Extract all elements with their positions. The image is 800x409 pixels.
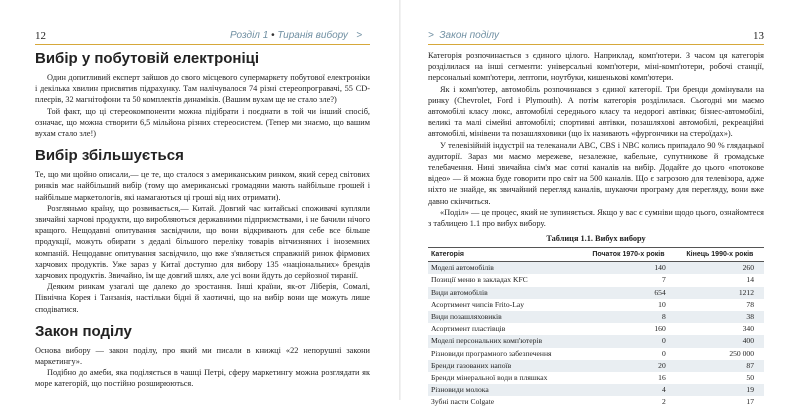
table-cell-value: 78 — [746, 299, 754, 309]
table-cell-category: Асортимент пластівців — [431, 324, 506, 334]
table-cell-category: Види позашляховиків — [428, 311, 581, 323]
running-head — [230, 28, 362, 44]
column-header: Кінець 1990-х років — [676, 248, 764, 262]
table-header-row — [428, 248, 764, 262]
paragraph: Один допитливий експерт зайшов до свого місцевого супермаркету побутової електроніки і декілька хвилин присвятив підрахунку. Там налічувалося 74 різні стереопрогравачі, 55 CD-плеєрів, 32 магнітофони та 50 комплектів динаміків. (Вашим вухам ще не стало зле?) — [35, 73, 370, 105]
paragraph: Розгляньмо країну, що розвивається,— Китай. Довгий час китайські споживачі купляли звичайні харчові продукти, що виробляються державними підприємствами, і не бачили нічого кращого. Нещодавні опитування засвідчили, що вони відкривають для себе все більше продукції, можуть обирати з дедалі більшого переліку товарів вітчизняних і іноземних компаній. Нещодавнє опитування засвідчило, що вже з'являється справжній ринок фірмових харчових продуктів. Уже зараз у Китаї доступно для вибору 135 «національних» брендів харчових продуктів. Звичайно, їм ще довгий шлях, але усі вони йдуть до серйозної тиранії. — [35, 203, 370, 281]
table-cell-value: 400 — [676, 335, 764, 347]
table-cell-category: Моделі персональних комп'ютерів — [428, 335, 581, 347]
table-row — [428, 335, 764, 347]
table-row — [428, 360, 764, 372]
left-page-header — [35, 28, 370, 44]
table-row — [428, 384, 764, 396]
table-cell-value: 1212 — [676, 287, 764, 299]
table-cell-value: 4 — [581, 384, 676, 396]
table-body — [428, 262, 764, 409]
chapter-title: Тиранія вибору — [277, 30, 348, 41]
table-cell-value: 0 — [581, 335, 676, 347]
table-cell-category: Різновиди молока — [428, 384, 581, 396]
header-rule — [35, 44, 370, 45]
table-cell-value: 250 000 — [729, 348, 754, 358]
table-row — [428, 287, 764, 299]
table-cell-value: 654 — [581, 287, 676, 299]
column-header: Початок 1970-х років — [581, 248, 676, 262]
table-row — [428, 372, 764, 384]
table-cell-value: 16 — [658, 373, 666, 383]
paragraph: Подібно до амеби, яка поділяється в чашці Петрі, сферу маркетингу можна розглядати як море категорій, що постійно розширюються. — [35, 368, 370, 389]
paragraph: «Поділ» — це процес, який не зупиняється. Якщо у вас є сумніви щодо цього, ознайомтеся з таблицею 1.1 про вибух вибору. — [428, 207, 764, 229]
table-cell-value: 7 — [661, 275, 666, 285]
chapter-label: Розділ 1 — [230, 30, 269, 41]
right-page-header — [428, 28, 764, 44]
paragraph: Той факт, що ці стереокомпоненти можна підібрати і поєднати в той чи інший спосіб, означає, що можна створити 6,5 мільйона різних стереосистем. (Тепер ми знаємо, що вашим вухам стало зле!) — [35, 106, 370, 139]
table-cell-value: 17 — [746, 397, 754, 407]
table-cell-category: Асортимент чипсів Frito-Lay — [431, 299, 525, 309]
paragraph: У телевізійній індустрії на телеканали ABC, CBS і NBC колись припадало 90 % глядацької аудиторії. Зараз ми маємо мережеве, незалежне, кабельне, супутникове й громадське телебачення. Нині звичайна сім'я має сотні каналів на вибір. Додайте до цього «потокове відео» — й можна буде говорити про світ на 500 каналів. Що є загрозою для телевізора, адже ніхто не знайде, як звичайний перегляд каналів, шукаючи програму для перегляду, вони вже давно скінчиться. — [428, 140, 764, 206]
table-row — [428, 323, 764, 335]
table-cell-category: Різновиди програмного забезпечення — [431, 348, 552, 358]
table-cell-value: 2 — [661, 397, 666, 407]
table-cell-value: 87 — [676, 360, 764, 372]
paragraph: Категорія розпочинається з єдиного цілого. Наприклад, комп'ютери. З часом ця категорія розділилася на інші сегменти: універсальні комп'ютери, міні-комп'ютери, робочі станції, персональні комп'ютери, лептопи, ноутбуки, кишенькові комп'ютери. — [428, 51, 764, 83]
table-cell-value: 19 — [676, 384, 764, 396]
table-cell-category: Види автомобілів — [428, 287, 581, 299]
table-row — [428, 274, 764, 286]
header-rule — [428, 44, 764, 45]
page-number: 12 — [35, 30, 46, 42]
table-row — [428, 348, 764, 360]
right-page-body — [428, 50, 764, 407]
table-cell-category: Зубні пасти Colgate — [431, 397, 495, 407]
paragraph: Як і комп'ютер, автомобіль розпочинався з єдиної категорії. Три бренди домінували на ринку (Chevrolet, Ford і Plymouth). А потім категорія розділилася. Сьогодні ми маємо автомобілі класу люкс, автомобілі середнього класу та недорогі автівки; бізнес-автомобілі, великі та малі сімейні автомобілі; спортивні автівки, позашляхові автомобілі, рекреаційні автомобілі, мінівени та позашляховики (що їх називають «фургончики на стероїдах»). — [428, 84, 764, 139]
table-cell-category: Моделі автомобілів — [428, 262, 581, 275]
table-row — [428, 299, 764, 311]
left-page-body — [35, 50, 370, 400]
table-cell-value: 340 — [742, 324, 754, 334]
table-cell-category: Позиції меню в закладах KFC — [431, 275, 528, 285]
running-head — [428, 28, 499, 44]
table-cell-value: 160 — [654, 324, 666, 334]
paragraph: Деяким ринкам узагалі ще далеко до зростання. Інші країни, як-от Ліберія, Сомалі, Північна Корея і Танзанія, настільки бідні й хаотичні, що на вибір вони ще можуть лише сподіватися. — [35, 282, 370, 314]
paragraph: Те, що ми щойно описали,— це те, що сталося з американським ринком, який серед світових ринків має найбільший вибір (тому що американські громадяни мають найбільше грошей і найбільше маркетологів, які намагаються ці гроші від них отримати). — [35, 170, 370, 202]
section-heading: Закон поділу — [35, 322, 132, 340]
table-cell-value: 260 — [676, 262, 764, 275]
right-page — [400, 0, 800, 407]
table-cell-value: 10 — [658, 299, 666, 309]
table-title: Таблиця 1.1. Вибух вибору — [546, 234, 646, 244]
left-page — [0, 0, 400, 400]
table-cell-category: Бренди мінеральної води в пляшках — [431, 373, 548, 383]
chevron-right-icon: > — [428, 30, 434, 41]
table-row — [428, 262, 764, 275]
table-cell-value: 0 — [661, 348, 666, 358]
section-heading: Вибір у побутовій електроніці — [35, 50, 260, 67]
table-cell-value: 38 — [676, 311, 764, 323]
table-cell-value: 14 — [746, 275, 754, 285]
table-cell-value: 50 — [746, 373, 754, 383]
chevron-right-icon: > — [356, 30, 363, 41]
column-header: Категорія — [428, 248, 581, 262]
choice-explosion-table — [428, 247, 764, 408]
bullet-separator: • — [271, 30, 275, 41]
table-cell-value: 140 — [581, 262, 676, 275]
section-heading: Вибір збільшується — [35, 147, 184, 165]
table-cell-value: 8 — [581, 311, 676, 323]
chapter-title: Закон поділу — [439, 30, 500, 41]
paragraph: Основа вибору — закон поділу, про який ми писали в книжці «22 непорушні закони маркетингу». — [35, 345, 370, 367]
table-cell-category: Бренди газованих напоїв — [428, 360, 581, 372]
table-row — [428, 311, 764, 323]
table-cell-value: 20 — [581, 360, 676, 372]
page-number: 13 — [753, 30, 764, 42]
table-row — [428, 396, 764, 408]
